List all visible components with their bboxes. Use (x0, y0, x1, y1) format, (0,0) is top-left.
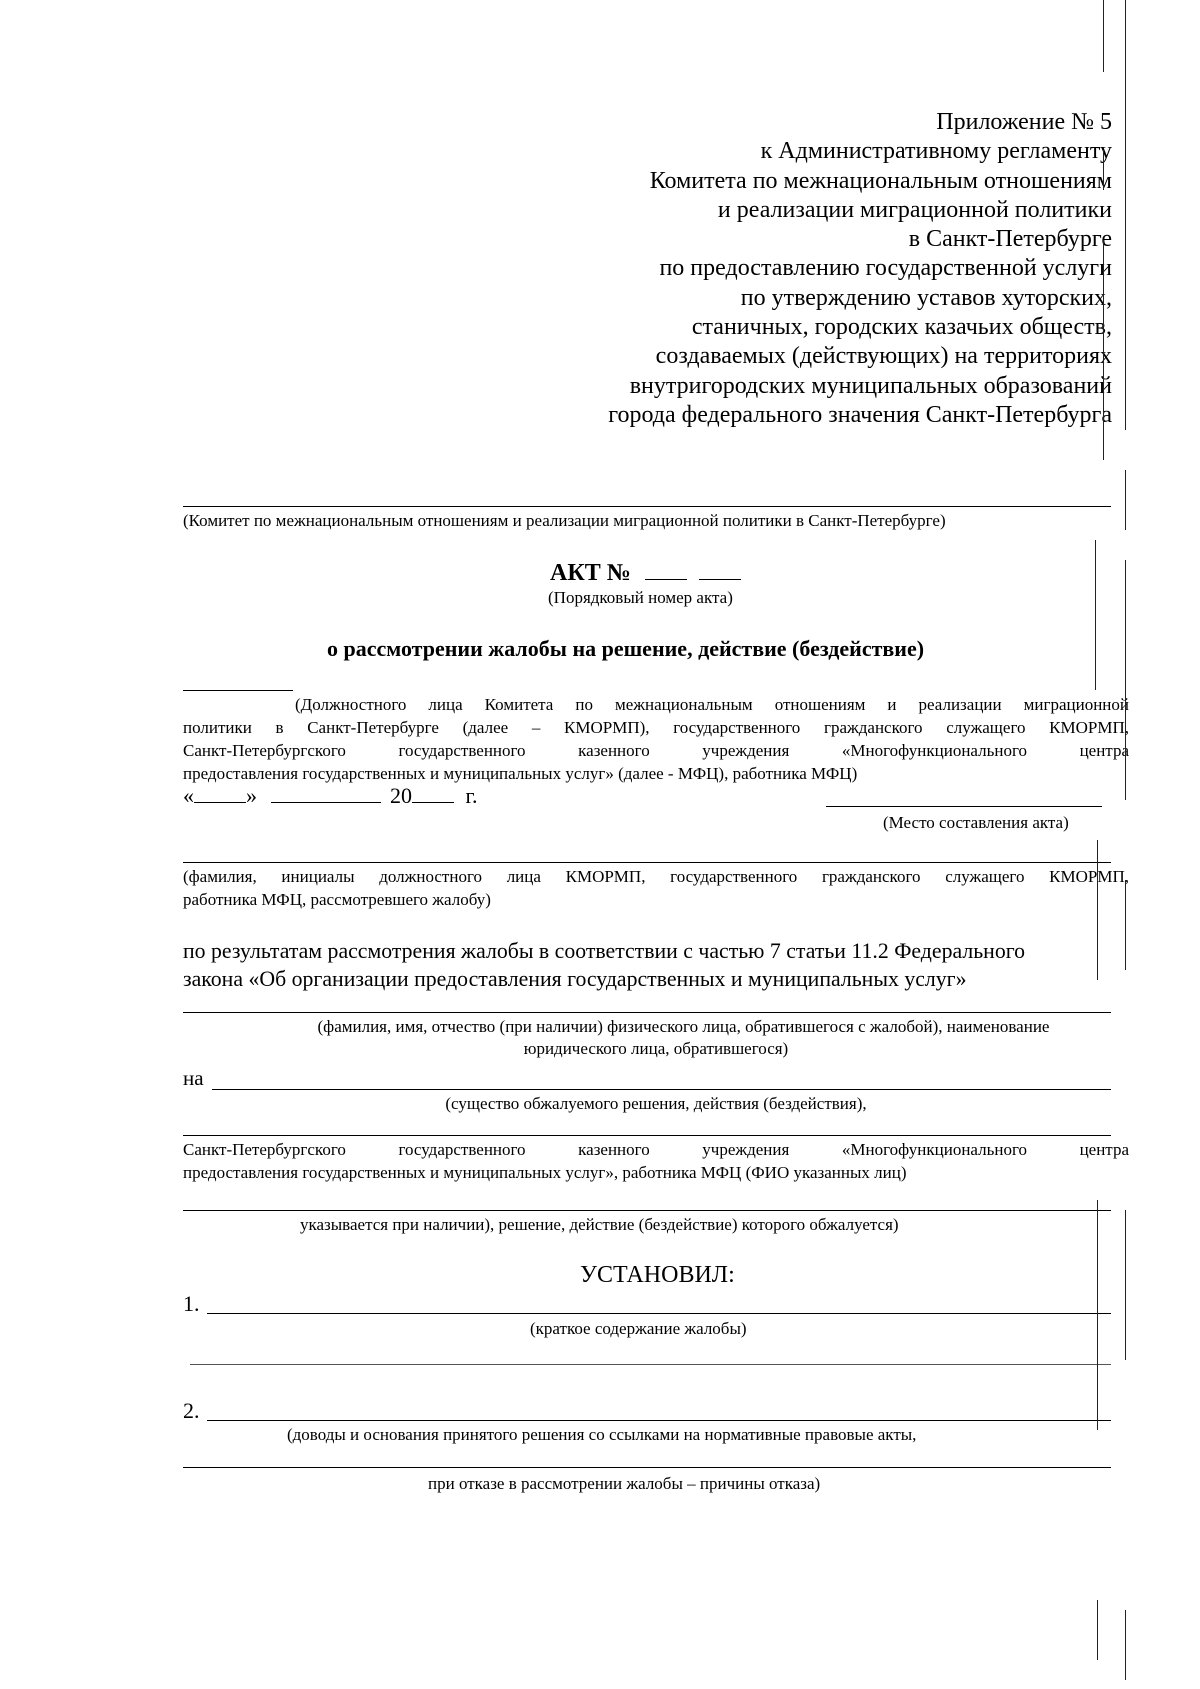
applicant-caption-line: (фамилия, имя, отчество (при наличии) физического лица, обратившегося с жалобой), наименование (317, 1017, 1050, 1036)
official-caption (183, 693, 1129, 785)
item2-rule (207, 1420, 1111, 1421)
scan-artifact (1125, 0, 1126, 430)
day-blank (194, 786, 246, 803)
act-number-blank (645, 561, 687, 580)
appealed-caption: указывается при наличии), решение, действие (бездействие) которого обжалуется) (300, 1215, 899, 1234)
act-title (550, 560, 741, 587)
appendix-line: по предоставлению государственной услуги (659, 255, 1112, 282)
item2-caption: (доводы и основания принятого решения со ссылками на нормативные правовые акты, (287, 1425, 917, 1444)
item1-number: 1. (183, 1291, 200, 1316)
reviewer-caption-line: (фамилия, инициалы должностного лица КМОРМП, государственного гражданского служащего КМОРМП, (183, 867, 1129, 886)
item1-caption: (краткое содержание жалобы) (530, 1319, 747, 1338)
appealed-rule (183, 1210, 1111, 1211)
appendix-line: создаваемых (действующих) на территориях (655, 343, 1112, 370)
place-rule (826, 806, 1102, 807)
scan-artifact (1097, 840, 1098, 980)
item2-second-rule (183, 1467, 1111, 1468)
act-number-caption: (Порядковый номер акта) (548, 588, 733, 607)
scan-artifact (1103, 240, 1104, 460)
scan-artifact (1097, 1200, 1098, 1430)
appendix-line: станичных, городских казачьих обществ, (691, 314, 1112, 341)
applicant-caption (183, 1016, 1129, 1060)
results-text (183, 937, 1025, 993)
scan-artifact (1095, 540, 1096, 690)
scan-artifact (1125, 1610, 1126, 1680)
results-text-line: закона «Об организации предоставления государственных и муниципальных услуг» (183, 967, 967, 991)
appendix-line: к Административному регламенту (760, 138, 1112, 165)
results-text-line: по результатам рассмотрения жалобы в соответствии с частью 7 статьи 11.2 Федерального (183, 939, 1026, 963)
appendix-line: и реализации миграционной политики (717, 196, 1112, 223)
appendix-line: в Санкт-Петербурге (908, 226, 1112, 253)
appendix-line: Приложение № 5 (936, 109, 1112, 135)
year-suffix: г. (465, 783, 478, 808)
reviewer-rule (183, 862, 1111, 863)
appendix-line: города федерального значения Санкт-Петербурга (608, 401, 1112, 428)
scan-artifact (1125, 880, 1126, 970)
official-caption-line: (Должностного лица Комитета по межнациональным отношениям и реализации миграционной (295, 695, 1129, 714)
date-close-quote: » (246, 783, 257, 808)
committee-rule (183, 506, 1111, 507)
scan-artifact (1103, 0, 1104, 72)
act-number-blank (699, 561, 741, 580)
institution-text (183, 1138, 1129, 1184)
reviewer-caption-line: работника МФЦ, рассмотревшего жалобу) (183, 890, 491, 909)
institution-text-line: Санкт-Петербургского государственного казенного учреждения «Многофункционального центра (183, 1140, 1129, 1159)
item2-number: 2. (183, 1398, 200, 1423)
reviewer-caption (183, 865, 1129, 911)
appendix-line: Комитета по межнациональным отношениям (649, 167, 1112, 194)
committee-caption: (Комитет по межнациональным отношениям и реализации миграционной политики в Санкт-Петербурге) (183, 511, 946, 530)
item2-caption: при отказе в рассмотрении жалобы – причины отказа) (428, 1474, 821, 1493)
established-heading: УСТАНОВИЛ: (580, 1262, 735, 1288)
institution-text-line: предоставления государственных и муниципальных услуг», работника МФЦ (ФИО указанных лиц) (183, 1163, 907, 1182)
act-subject: о рассмотрении жалобы на решение, действие (бездействие) (327, 636, 925, 661)
scan-artifact (1125, 470, 1126, 530)
official-caption-line: Санкт-Петербургского государственного казенного учреждения «Многофункционального центра (183, 741, 1129, 760)
item1-rule (207, 1313, 1111, 1314)
year-prefix: 20 (390, 783, 412, 808)
essence-rule (212, 1089, 1111, 1090)
place-caption: (Место составления акта) (883, 813, 1069, 832)
item1-extra-rule (190, 1364, 1111, 1365)
year-blank (412, 786, 454, 803)
scan-artifact (1097, 1600, 1098, 1660)
scan-artifact (1103, 150, 1104, 190)
scan-artifact (1125, 560, 1126, 800)
official-caption-line: политики в Санкт-Петербурге (далее – КМОРМП), государственного гражданского служащего КМОРМП, (183, 718, 1129, 737)
essence-caption: (существо обжалуемого решения, действия (бездействия), (445, 1094, 867, 1113)
official-rule (183, 690, 293, 691)
appendix-line: по утверждению уставов хуторских, (740, 284, 1112, 311)
month-blank (271, 786, 381, 803)
applicant-caption-line: юридического лица, обратившегося) (523, 1039, 789, 1058)
institution-rule (183, 1135, 1111, 1136)
scan-artifact (1125, 1210, 1126, 1360)
on-label: на (183, 1066, 204, 1090)
act-title-text: АКТ № (550, 560, 631, 586)
date-line (183, 782, 478, 809)
date-open-quote: « (183, 783, 194, 808)
official-caption-line: предоставления государственных и муниципальных услуг» (далее - МФЦ), работника МФЦ) (183, 764, 858, 783)
appendix-header (608, 108, 1112, 430)
appendix-line: внутригородских муниципальных образований (629, 372, 1112, 399)
applicant-rule (183, 1012, 1111, 1013)
